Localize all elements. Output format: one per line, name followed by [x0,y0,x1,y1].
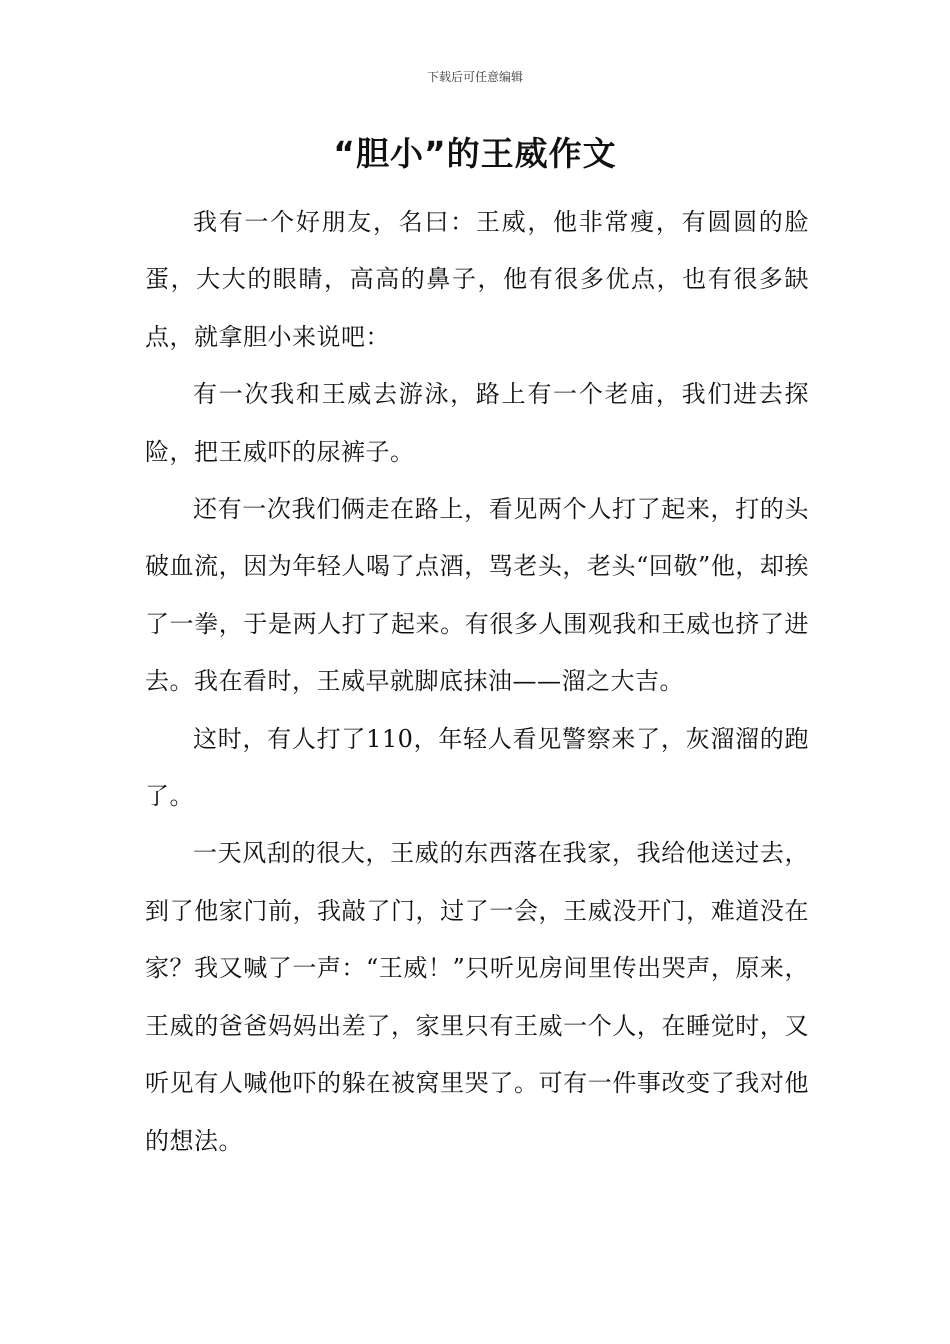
essay-body [145,194,809,1170]
paragraph: 一天风刮的很大，王威的东西落在我家，我给他送过去，到了他家门前，我敲了门，过了一会，王威没开门，难道没在家？我又喊了一声：“王威！”只听见房间里传出哭声，原来，王威的爸爸妈妈出差了，家里只有王威一个人，在睡觉时，又听见有人喊他吓的躲在被窝里哭了。可有一件事改变了我对他的想法。 [145,839,809,1155]
paragraph: 我有一个好朋友，名曰：王威，他非常瘦，有圆圆的脸蛋，大大的眼睛，高高的鼻子，他有很多优点，也有很多缺点，就拿胆小来说吧： [145,208,809,351]
paragraph: 这时，有人打了110，年轻人看见警察来了，灰溜溜的跑了。 [145,724,809,811]
paragraph: 还有一次我们俩走在路上，看见两个人打了起来，打的头破血流，因为年轻人喝了点酒，骂老头，老头“回敬”他，却挨了一拳，于是两人打了起来。有很多人围观我和王威也挤了进去。我在看时，王威早就脚底抹油——溜之大吉。 [145,495,809,696]
paragraph: 有一次我和王威去游泳，路上有一个老庙，我们进去探险，把王威吓的尿裤子。 [145,380,809,466]
essay-title: “胆小”的王威作文 [333,134,617,173]
header-note: 下载后可任意编辑 [426,70,523,84]
